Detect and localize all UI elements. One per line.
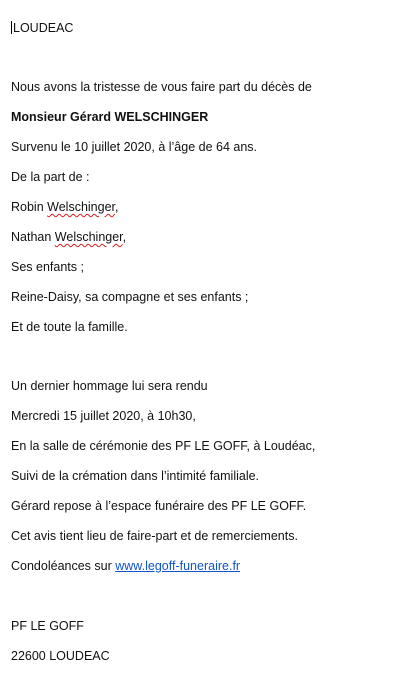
from-label: De la part de : — [11, 170, 90, 184]
tribute-intro: Un dernier hommage lui sera rendu — [11, 379, 208, 393]
tribute-date: Mercredi 15 juillet 2020, à 10h30, — [11, 409, 196, 423]
cremation-line: Suivi de la crémation dans l’intimité familiale. — [11, 469, 260, 483]
partner-line: Reine-Daisy, sa compagne et ses enfants ; — [11, 290, 249, 304]
company-name: PF LE GOFF — [11, 619, 84, 633]
death-info: Survenu le 10 juillet 2020, à l’âge de 64 ans. — [11, 140, 258, 154]
intro-line: Nous avons la tristesse de vous faire part du décès de — [11, 80, 312, 94]
condolences-line: Condoléances sur www.legoff-funeraire.fr — [11, 559, 241, 573]
condolences-link[interactable]: www.legoff-funeraire.fr — [115, 559, 241, 573]
city-header: LOUDEAC — [13, 21, 74, 35]
text-cursor — [11, 21, 12, 34]
family-member-1: Robin Welschinger, — [11, 200, 119, 214]
children-line: Ses enfants ; — [11, 260, 84, 274]
family-line: Et de toute la famille. — [11, 320, 128, 334]
spellcheck-word: Welschinger — [54, 230, 123, 244]
family-member-2: Nathan Welschinger, — [11, 230, 127, 244]
tribute-place: En la salle de cérémonie des PF LE GOFF, à Loudéac, — [11, 439, 316, 453]
notice-line: Cet avis tient lieu de faire-part et de remerciements. — [11, 529, 298, 543]
rest-place-line: Gérard repose à l’espace funéraire des PF LE GOFF. — [11, 499, 307, 513]
deceased-name: Monsieur Gérard WELSCHINGER — [11, 110, 209, 124]
company-city: 22600 LOUDEAC — [11, 649, 110, 663]
spellcheck-word: Welschinger — [47, 200, 116, 214]
